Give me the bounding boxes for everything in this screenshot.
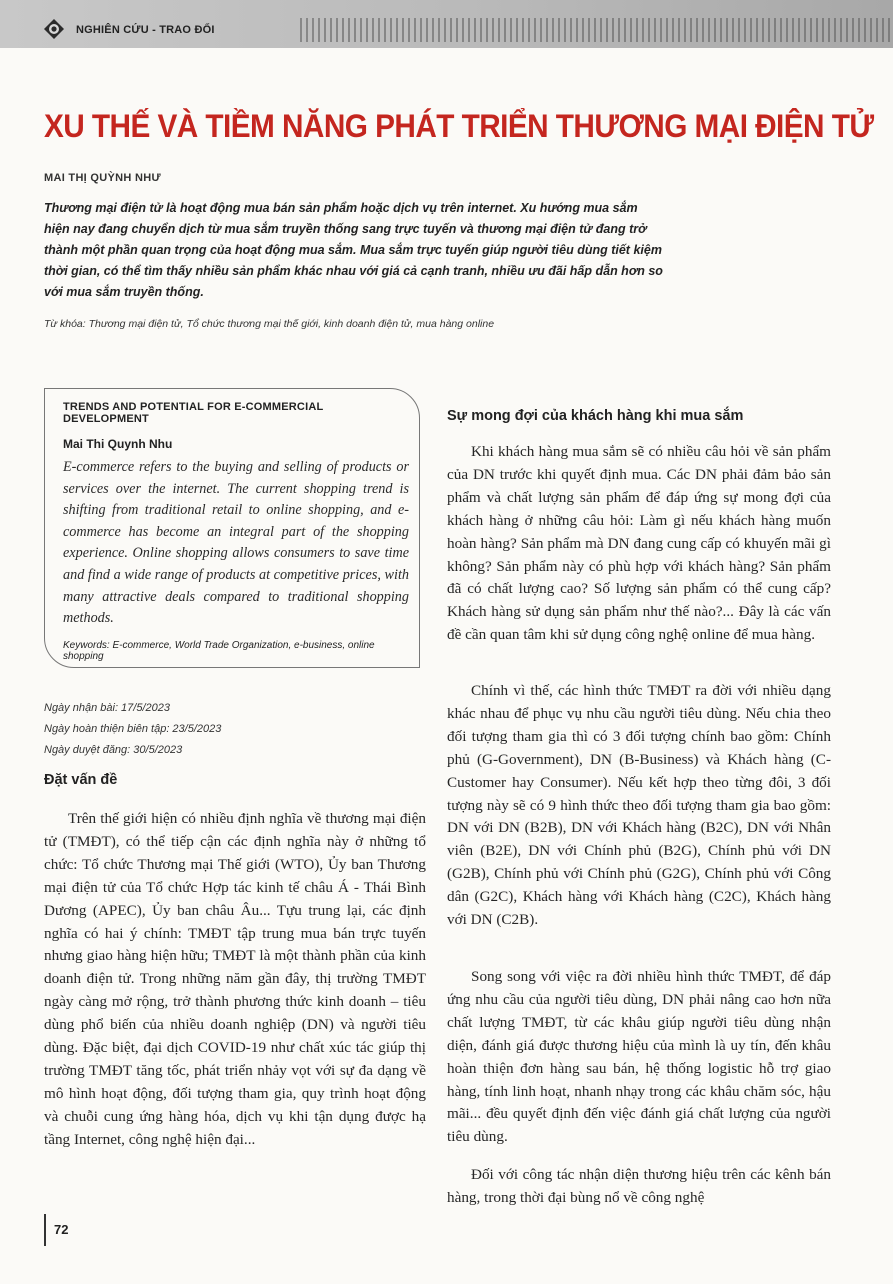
problem-paragraph: Trên thế giới hiện có nhiều định nghĩa về thương mại điện tử (TMĐT), có thể tiếp cận các định nghĩa này ở những tổ chức: Tổ chức Thương mại Thế giới (WTO), Ủy ban Thương mại điện tử của Tổ chức Hợp tác kinh tế châu Á - Thái Bình Dương (APEC), Ủy ban châu Âu... Tựu trung lại, các định nghĩa có hai ý chính: TMĐT tập trung mua bán trực tuyến nhưng giao hàng hiện hữu; TMĐT là một thành phần của kinh doanh điện tử. Trong những năm gần đây, thị trường TMĐT ngày càng mở rộng, trở thành phương thức kinh doanh – tiêu dùng phổ biến của nhiều doanh nghiệp (DN) và người tiêu dùng. Đặc biệt, đại dịch COVID-19 như chất xúc tác giúp thị trường TMĐT tăng tốc, phát triển nhảy vọt với sự đa dạng về mô hình hoạt động, đối tượng tham gia, quy trình hoạt động và chuỗi cung ứng hàng hóa, dịch vụ khi tận dụng được hạ tầng Internet, công nghệ hiện đại... (44, 810, 426, 1148)
journal-logo-icon (44, 19, 64, 39)
english-title: TRENDS AND POTENTIAL FOR E-COMMERCIAL DEVELOPMENT (63, 401, 324, 425)
publication-dates (44, 698, 221, 761)
expectation-paragraph-1: Khi khách hàng mua sắm sẽ có nhiều câu hỏi về sản phẩm của DN trước khi quyết định mua. Các DN phải đảm bảo sản phẩm và chất lượng sản phẩm để đáp ứng sự mong đợi của khách hàng ở những câu hỏi: Làm gì nếu khách hàng muốn hoàn hàng? Sản phẩm mà DN đang cung cấp có khuyến mãi gì không? Sản phẩm này có phù hợp với khách hàng? Sản phẩm đã có chất lượng cao? Số lượng sản phẩm có thể cung cấp? Khách hàng sử dụng sản phẩm như thế nào?... Đây là các vấn đề cần quan tâm khi sử dụng công nghệ online để mua hàng. (447, 443, 831, 644)
expectation-paragraph-2: Chính vì thế, các hình thức TMĐT ra đời với nhiều dạng khác nhau để phục vụ nhu cầu người tiêu dùng. Nếu chia theo đối tượng tham gia thì có 3 đối tượng chính bao gồm: Chính phủ (G-Government), DN (B-Business) và Khách hàng (C-Customer hay Consumer). Nếu kết hợp theo từng đôi, 3 đối tượng này sẽ có 9 hình thức theo đối tượng tham gia bao gồm: DN với DN (B2B), DN với Khách hàng (B2C), DN với Nhân viên (B2E), DN với Chính phủ (B2G), Chính phủ với DN (G2B), Chính phủ với Chính phủ (G2G), Chính phủ với Công dân (G2C), Khách hàng với Khách hàng (C2C), Khách hàng với DN (C2B). (447, 682, 831, 929)
date-approved: Ngày duyệt đăng: 30/5/2023 (44, 744, 183, 756)
keywords-vietnamese: Từ khóa: Thương mại điện tử, Tổ chức thương mại thế giới, kinh doanh điện tử, mua hàng online (44, 318, 495, 330)
author-name: MAI THỊ QUỲNH NHƯ (44, 172, 161, 184)
english-author: Mai Thi Quynh Nhu (63, 437, 173, 451)
page-number-rule (44, 1214, 46, 1246)
expectation-paragraph-4: Đối với công tác nhận diện thương hiệu trên các kênh bán hàng, trong thời đại bùng nổ về công nghệ (447, 1166, 831, 1206)
article-title: XU THẾ VÀ TIỀM NĂNG PHÁT TRIỂN THƯƠNG MẠI ĐIỆN TỬ (44, 108, 874, 144)
header-decoration (300, 18, 893, 42)
date-received: Ngày nhận bài: 17/5/2023 (44, 702, 170, 714)
section-label: NGHIÊN CỨU - TRAO ĐỔI (76, 24, 215, 36)
english-abstract-box (44, 388, 420, 668)
expectation-heading: Sự mong đợi của khách hàng khi mua sắm (447, 408, 744, 424)
english-keywords: Keywords: E-commerce, World Trade Organization, e-business, online shopping (63, 639, 375, 662)
date-revised: Ngày hoàn thiện biên tập: 23/5/2023 (44, 723, 222, 735)
english-abstract: E-commerce refers to the buying and selling of products or services over the internet. The current shopping trend is shifting from traditional retail to online shopping, and e-commerce has become an integral part of the shopping experience. Online shopping allows consumers to save time and find a wide range of products at competitive prices, with many attractive deals compared to traditional shopping methods. (63, 459, 409, 627)
expectation-paragraph-3: Song song với việc ra đời nhiều hình thức TMĐT, để đáp ứng nhu cầu của người tiêu dùng, DN phải nâng cao hơn nữa chất lượng TMĐT, từ các khâu giúp người tiêu dùng nhận diện, đánh giá được thương hiệu của mình là uy tín, đến khâu hoàn thiện đơn hàng sau bán, hệ thống logistic hỗ trợ giao hàng, tính linh hoạt, nhanh nhạy trong các khâu chăm sóc, hậu mãi... đều quyết định đến việc đánh giá chất lượng của người tiêu dùng. (447, 968, 831, 1146)
page-number: 72 (54, 1222, 69, 1237)
abstract-vietnamese: Thương mại điện tử là hoạt động mua bán sản phẩm hoặc dịch vụ trên internet. Xu hướng mua sắm hiện nay đang chuyển dịch từ mua sắm truyền thống sang trực tuyến và thương mại điện tử đang trở thành một phần quan trọng của hoạt động mua sắm. Mua sắm trực tuyến giúp người tiêu dùng tiết kiệm thời gian, có thể tìm thấy nhiều sản phẩm khác nhau với giá cả cạnh tranh, nhiều ưu đãi hấp dẫn hơn so với mua sắm truyền thống. (44, 201, 663, 299)
problem-heading: Đặt vấn đề (44, 772, 118, 788)
